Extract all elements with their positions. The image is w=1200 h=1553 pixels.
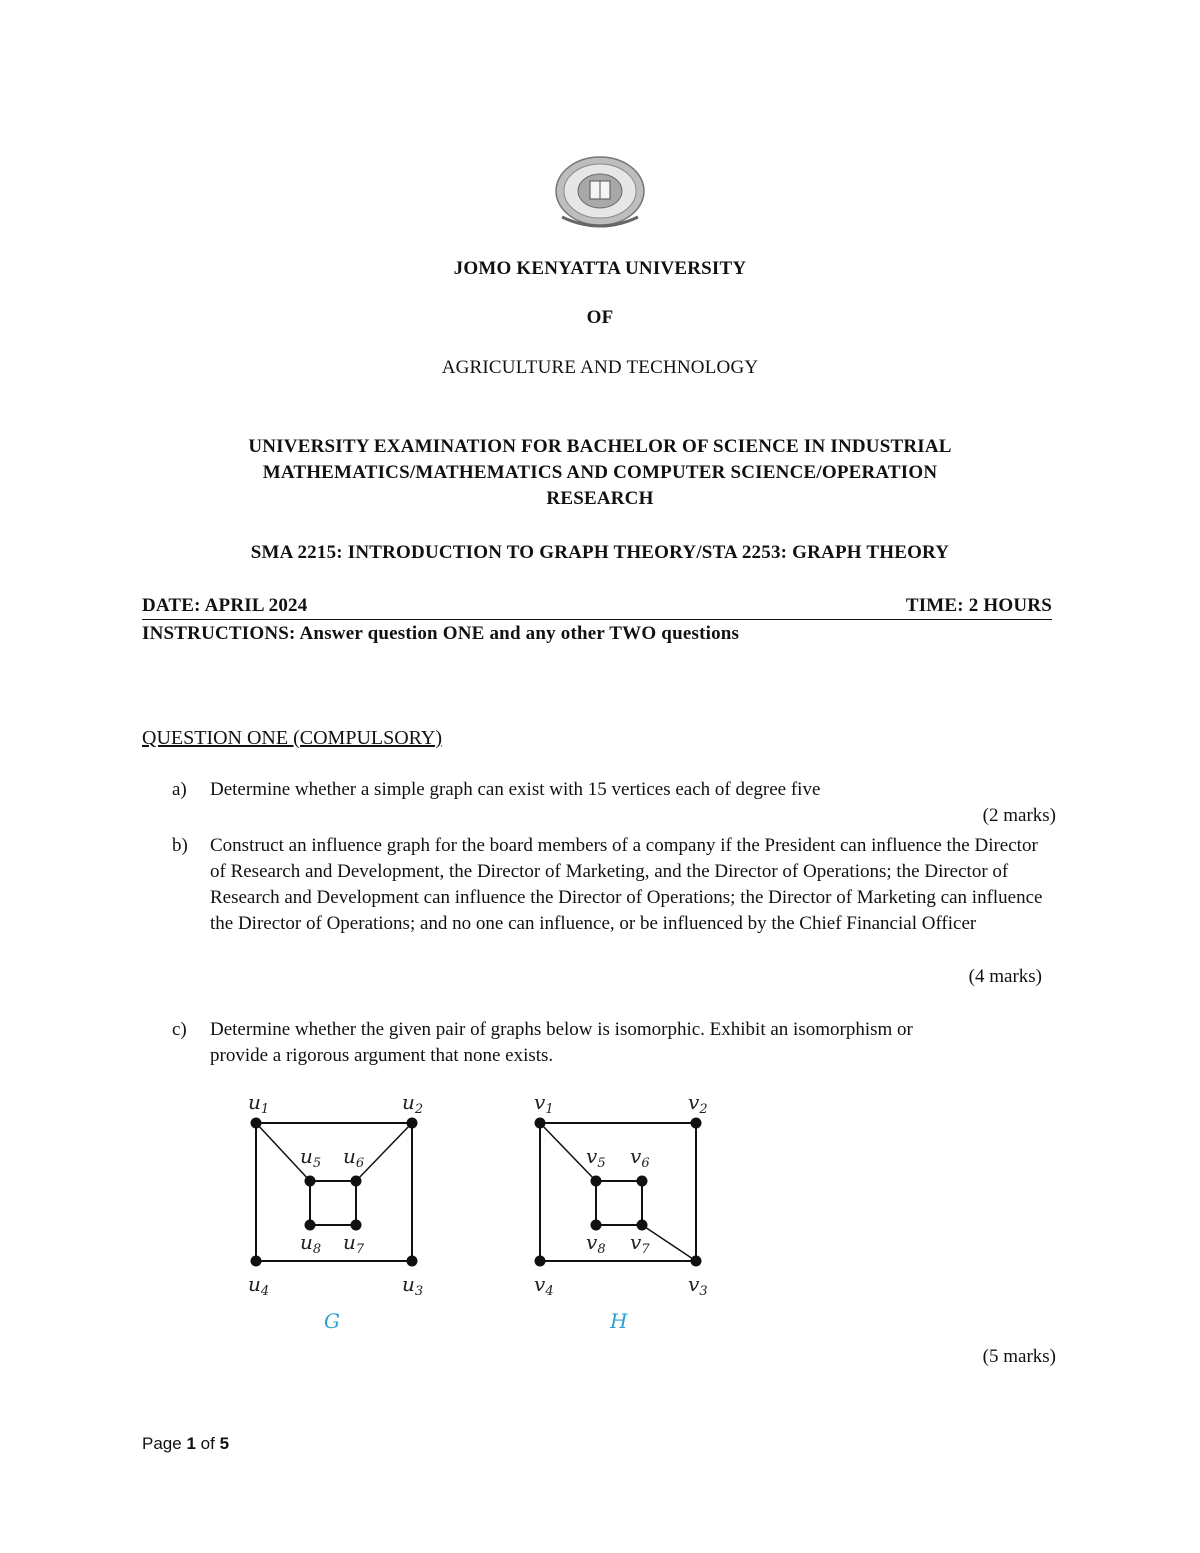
label-u6: u (343, 1144, 356, 1168)
label-u1: u (248, 1090, 261, 1114)
svg-text:v8: $v_8$ (586, 1230, 606, 1257)
label-v2: v (688, 1090, 700, 1114)
svg-text:u2: $u_2$ (402, 1090, 424, 1117)
label-u4: u (248, 1272, 261, 1296)
label-v8: v (586, 1230, 598, 1254)
svg-text:v5: $v_5$ (586, 1144, 606, 1171)
svg-text:u3: $u_3$ (402, 1272, 424, 1299)
label-v7: v (630, 1230, 642, 1254)
university-name-line3: AGRICULTURE AND TECHNOLOGY (441, 357, 759, 378)
svg-text:v1: $v_1$ (534, 1090, 554, 1117)
item-text: Construct an influence graph for the board members of a company if the President can influence the Director of Research and Development, the Director of Marketing, and the Director of Operations; the Director of Research and Development can influence the Director of Operations; the Director of Marketing can influence the Director of Operations; and no one can influence, or be influenced by the Chief Financial Officer (210, 835, 1043, 934)
question-item-c (142, 1017, 1057, 1077)
graph-g (256, 1123, 412, 1261)
item-text: Determine whether the given pair of graphs below is isomorphic. Exhibit an isomorphism or provide a rigorous argument that none exists. (210, 1019, 913, 1066)
graphs-figure (230, 1085, 750, 1345)
label-u3: u (402, 1272, 415, 1296)
date-time-row (142, 595, 1052, 620)
page-number: 1 (186, 1434, 196, 1453)
label-v6: v (630, 1144, 642, 1168)
question-item-b (142, 833, 1057, 973)
university-seal (552, 155, 648, 231)
svg-text:u6: $u_6$ (343, 1144, 365, 1171)
exam-date: DATE: APRIL 2024 (142, 595, 308, 616)
svg-text:u4: $u_4$ (248, 1272, 270, 1299)
label-v5: v (586, 1144, 598, 1168)
svg-text:u1: $u_1$ (248, 1090, 270, 1117)
instructions (142, 623, 739, 645)
graph-h (540, 1123, 696, 1261)
item-text: Determine whether a simple graph can exist with 15 vertices each of degree five (210, 779, 821, 800)
svg-text:v7: $v_7$ (630, 1230, 650, 1257)
page-label: Page (142, 1434, 182, 1453)
label-u8: u (300, 1230, 313, 1254)
graph-g-labels (248, 1090, 423, 1333)
question-item-a (142, 777, 1057, 837)
svg-text:v3: $v_3$ (688, 1272, 708, 1299)
label-u7: u (343, 1230, 356, 1254)
marks-a: (2 marks) (982, 805, 1056, 826)
graph-h-labels (534, 1090, 708, 1333)
graph-g-name: G (324, 1309, 340, 1333)
svg-text:v6: $v_6$ (630, 1144, 650, 1171)
exam-title-line2: MATHEMATICS/MATHEMATICS AND COMPUTER SCIENCE/OPERATION (262, 462, 938, 483)
label-v3: v (688, 1272, 700, 1296)
label-u2: u (402, 1090, 415, 1114)
label-v1: v (534, 1090, 546, 1114)
svg-text:v4: $v_4$ (534, 1272, 554, 1299)
item-letter: b) (172, 835, 188, 856)
svg-text:u5: $u_5$ (300, 1144, 322, 1171)
item-letter: a) (172, 779, 187, 800)
instructions-text: Answer question ONE and any other TWO questions (299, 623, 740, 644)
svg-text:u7: $u_7$ (343, 1230, 365, 1257)
university-name-of: OF (586, 307, 614, 328)
course-title: SMA 2215: INTRODUCTION TO GRAPH THEORY/STA 2253: GRAPH THEORY (250, 542, 950, 563)
graph-h-vertices (535, 1118, 702, 1267)
question-one-title: QUESTION ONE (COMPULSORY) (142, 727, 443, 749)
graph-g-vertices (251, 1118, 418, 1267)
item-letter: c) (172, 1019, 187, 1040)
instructions-label: INSTRUCTIONS: (142, 623, 296, 644)
exam-title-line1: UNIVERSITY EXAMINATION FOR BACHELOR OF SCIENCE IN INDUSTRIAL (248, 436, 952, 457)
of-label: of (200, 1434, 215, 1453)
page-total: 5 (219, 1434, 230, 1453)
page-footer (142, 1434, 229, 1454)
svg-text:u8: $u_8$ (300, 1230, 322, 1257)
label-v4: v (534, 1272, 546, 1296)
exam-title-line3: RESEARCH (546, 488, 654, 509)
marks-c: (5 marks) (982, 1346, 1056, 1367)
label-u5: u (300, 1144, 313, 1168)
exam-time: TIME: 2 HOURS (905, 595, 1052, 616)
marks-b: (4 marks) (968, 966, 1042, 987)
svg-text:v2: $v_2$ (688, 1090, 708, 1117)
university-name: JOMO KENYATTA UNIVERSITY (453, 258, 747, 279)
graph-h-name: H (610, 1309, 628, 1333)
